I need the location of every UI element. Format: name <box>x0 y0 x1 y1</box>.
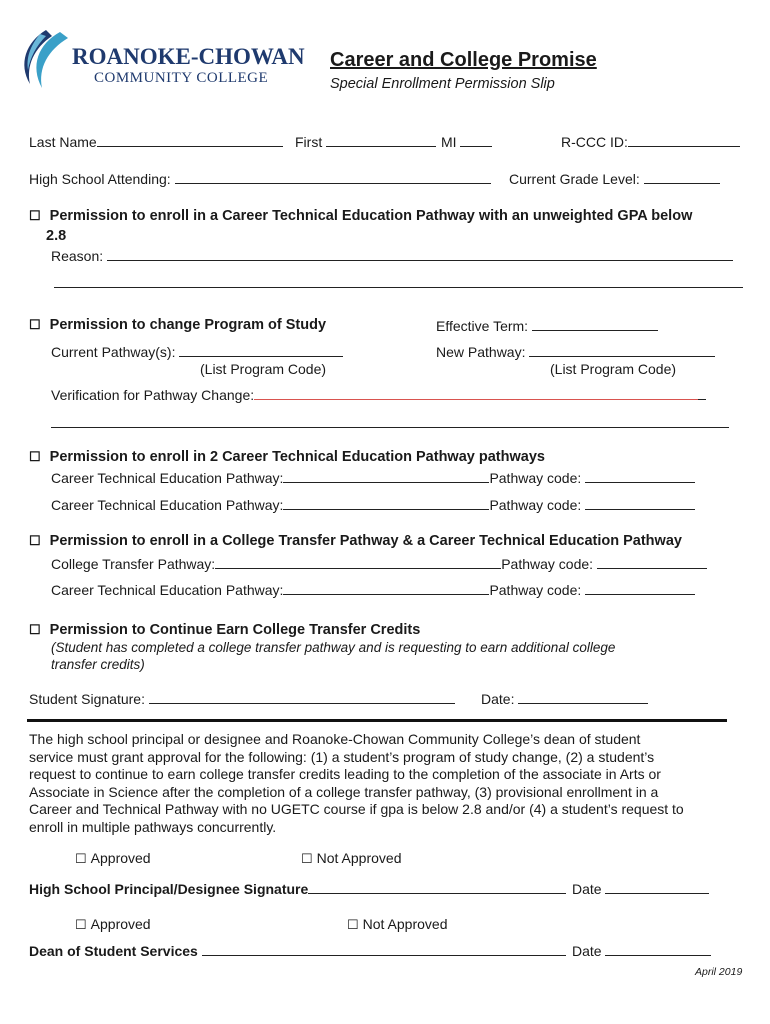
checkbox-icon[interactable]: ☐ <box>75 851 87 866</box>
principal-signature-field[interactable]: High School Principal/Designee Signature <box>29 880 566 897</box>
checkbox-icon[interactable]: ☐ <box>301 851 313 866</box>
program-code-hint: (List Program Code) <box>200 361 327 377</box>
college-logo <box>16 28 305 90</box>
reason-line-2[interactable] <box>54 274 743 288</box>
page-title: Career and College Promise <box>330 49 597 71</box>
first-name-field[interactable]: First <box>295 133 436 150</box>
program-change-checkbox[interactable]: ☐ Permission to change Program of Study <box>29 317 327 333</box>
cte-pathway-field[interactable]: Career Technical Education Pathway: Pathway code: <box>51 469 695 486</box>
dean-date-field[interactable]: Date <box>572 942 711 959</box>
dean-signature-field[interactable]: Dean of Student Services <box>29 942 566 959</box>
cte-pathway-field[interactable]: Career Technical Education Pathway: Pathway code: <box>51 496 695 513</box>
gpa-permission-checkbox[interactable]: ☐ Permission to enroll in a Career Technical Education Pathway with an unweighted GPA below <box>29 208 693 224</box>
checkbox-icon[interactable]: ☐ <box>29 317 41 332</box>
transfer-cte-checkbox[interactable]: ☐ Permission to enroll in a College Transfer Pathway & a Career Technical Education Pathway <box>29 533 682 549</box>
reason-field[interactable]: Reason: <box>51 247 733 264</box>
checkbox-icon[interactable]: ☐ <box>347 917 359 932</box>
logo-name: ROANOKE-CHOWAN <box>72 44 305 69</box>
effective-term-field[interactable]: Effective Term: <box>436 317 658 334</box>
dean-approved-checkbox[interactable]: ☐ Approved <box>75 916 151 932</box>
transfer-credits-note: (Student has completed a college transfer pathway and is requesting to earn additional college <box>51 640 616 655</box>
new-pathway-field[interactable]: New Pathway: <box>436 343 715 360</box>
checkbox-icon[interactable]: ☐ <box>29 449 41 464</box>
checkbox-icon[interactable]: ☐ <box>29 208 41 223</box>
logo-subname: COMMUNITY COLLEGE <box>94 70 269 86</box>
two-cte-checkbox[interactable]: ☐ Permission to enroll in 2 Career Technical Education Pathway pathways <box>29 449 545 465</box>
revision-date: April 2019 <box>695 966 743 978</box>
checkbox-icon[interactable]: ☐ <box>75 917 87 932</box>
last-name-field[interactable]: Last Name <box>29 133 283 150</box>
cte-pathway-field[interactable]: Career Technical Education Pathway: Pathway code: <box>51 581 695 598</box>
program-code-hint: (List Program Code) <box>550 361 677 377</box>
mi-field[interactable]: MI <box>441 133 492 150</box>
transfer-pathway-field[interactable]: College Transfer Pathway: Pathway code: <box>51 555 707 572</box>
verification-field[interactable]: Verification for Pathway Change: <box>51 386 706 403</box>
current-pathway-field[interactable]: Current Pathway(s): <box>51 343 343 360</box>
swoosh-logo-icon <box>16 28 78 92</box>
transfer-credits-note-cont: transfer credits) <box>51 657 145 672</box>
verification-line-2[interactable] <box>51 414 729 428</box>
dean-not-approved-checkbox[interactable]: ☐ Not Approved <box>347 916 448 932</box>
principal-not-approved-checkbox[interactable]: ☐ Not Approved <box>301 850 402 866</box>
student-date-field[interactable]: Date: <box>481 690 648 707</box>
checkbox-icon[interactable]: ☐ <box>29 533 41 548</box>
approval-paragraph: The high school principal or designee and Roanoke-Chowan Community College’s dean of student service must grant approval for the following: (1) a student’s program of study change, (2) a student’s request to continue to earn college transfer credits leading to the completion of the associate in Arts or Associate in Science after the completion of a college transfer pathway, (3) provisional enrollment in a Career and Technical Pathway with no UGETC course if gpa is below 2.8 and/or (4) a student’s request to enroll in multiple pathways concurrently. <box>29 731 684 835</box>
section-divider <box>27 719 727 722</box>
high-school-field[interactable]: High School Attending: <box>29 170 491 187</box>
student-signature-field[interactable]: Student Signature: <box>29 690 455 707</box>
rccc-id-field[interactable]: R-CCC ID: <box>561 133 740 150</box>
principal-approved-checkbox[interactable]: ☐ Approved <box>75 850 151 866</box>
checkbox-icon[interactable]: ☐ <box>29 622 41 637</box>
transfer-credits-checkbox[interactable]: ☐ Permission to Continue Earn College Transfer Credits <box>29 622 421 638</box>
gpa-permission-title-cont: 2.8 <box>46 228 67 244</box>
principal-date-field[interactable]: Date <box>572 880 709 897</box>
page-subtitle: Special Enrollment Permission Slip <box>330 76 555 92</box>
grade-level-field[interactable]: Current Grade Level: <box>509 170 720 187</box>
